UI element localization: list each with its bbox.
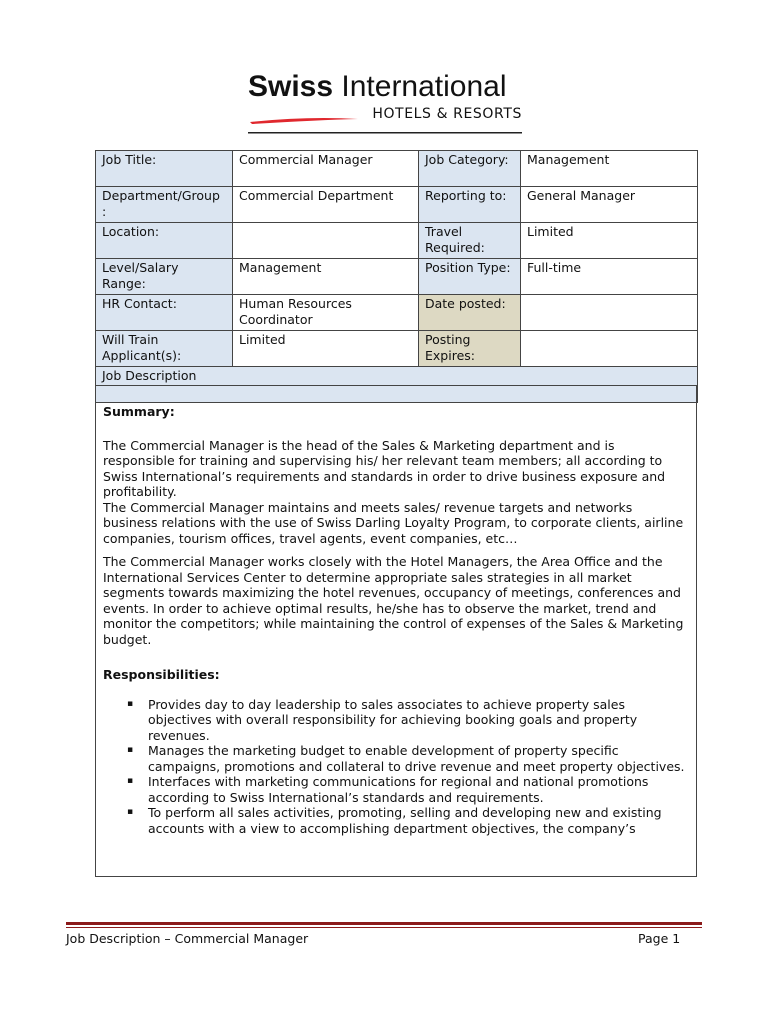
list-item: ▪ To perform all sales activities, promoting, selling and developing new and existing accounts with a view to accomplishing department objectives, the company’s [127, 805, 662, 836]
bullet-icon: ▪ [127, 745, 134, 755]
position-type-value: Full-time [521, 259, 698, 295]
reporting-label: Reporting to: [419, 187, 521, 223]
location-label: Location: [96, 223, 233, 259]
summary-paragraph-2: The Commercial Manager maintains and meets sales/ revenue targets and networks business relations with the use of Swiss Darling Loyalty Program, to corporate clients, airline companies, tourism offices, travel agents, event companies, etc… [103, 499, 684, 546]
table-row [96, 331, 698, 367]
reporting-value: General Manager [521, 187, 698, 223]
date-posted-value [521, 295, 698, 331]
location-value [233, 223, 419, 259]
posting-expires-value [521, 331, 698, 367]
travel-label: Travel Required: [419, 223, 521, 259]
logo-wordmark: Swiss International [248, 70, 507, 103]
level-label: Level/Salary Range: [96, 259, 233, 295]
summary-paragraph-1: The Commercial Manager is the head of the Sales & Marketing department and is responsible for training and supervising his/ her relevant team members; all according to Swiss International’s requirements and standards in order to drive business exposure and profitability. [103, 437, 666, 499]
footer-divider-thin [66, 927, 702, 928]
list-item: ▪ Interfaces with marketing communications for regional and national promotions according to Swiss International’s standards and requirements. [127, 774, 649, 805]
job-title-label: Job Title: [96, 151, 233, 187]
table-row [96, 259, 698, 295]
footer-page-number: Page 1 [638, 931, 681, 946]
table-row [96, 187, 698, 223]
level-value: Management [233, 259, 419, 295]
table-row [96, 151, 698, 187]
job-category-value: Management [521, 151, 698, 187]
table-row [96, 295, 698, 331]
list-item: ▪ Provides day to day leadership to sales associates to achieve property sales objectives with overall responsibility for achieving booking goals and property revenues. [127, 696, 638, 743]
job-title-value: Commercial Manager [233, 151, 419, 187]
logo-subtitle: HOTELS & RESORTS [372, 106, 522, 122]
bullet-icon: ▪ [127, 776, 134, 786]
position-type-label: Position Type: [419, 259, 521, 295]
hr-contact-value: Human Resources Coordinator [233, 295, 419, 331]
company-logo [248, 70, 524, 136]
hr-contact-label: HR Contact: [96, 295, 233, 331]
job-category-label: Job Category: [419, 151, 521, 187]
responsibilities-list [103, 697, 689, 837]
travel-value: Limited [521, 223, 698, 259]
posting-expires-label: Posting Expires: [419, 331, 521, 367]
department-label: Department/Group : [96, 187, 233, 223]
footer-divider [66, 922, 702, 925]
summary-heading: Summary: [103, 404, 175, 419]
bullet-icon: ▪ [127, 807, 134, 817]
will-train-value: Limited [233, 331, 419, 367]
department-value: Commercial Department [233, 187, 419, 223]
will-train-label: Will Train Applicant(s): [96, 331, 233, 367]
bullet-icon: ▪ [127, 698, 134, 709]
job-description-body [95, 385, 697, 877]
list-item: ▪ Manages the marketing budget to enable development of property specific campaigns, promotions and collateral to drive revenue and meet property objectives. [127, 743, 685, 774]
footer-document-title: Job Description – Commercial Manager [66, 931, 309, 946]
table-row [96, 223, 698, 259]
job-info-table [95, 150, 698, 403]
responsibilities-heading: Responsibilities: [103, 667, 220, 682]
summary-paragraph-3: The Commercial Manager works closely with the Hotel Managers, the Area Office and the International Services Center to determine appropriate sales strategies in all market segments towards maximizing the hotel revenues, occupancy of meetings, conferences and events. In order to achieve optimal results, he/she has to observe the market, trend and monitor the competitors; while maintaining the control of expenses of the Sales & Marketing budget. [103, 554, 684, 647]
logo-swoosh-icon [248, 114, 524, 136]
job-description-header: Job Description [96, 367, 698, 403]
date-posted-label: Date posted: [419, 295, 521, 331]
